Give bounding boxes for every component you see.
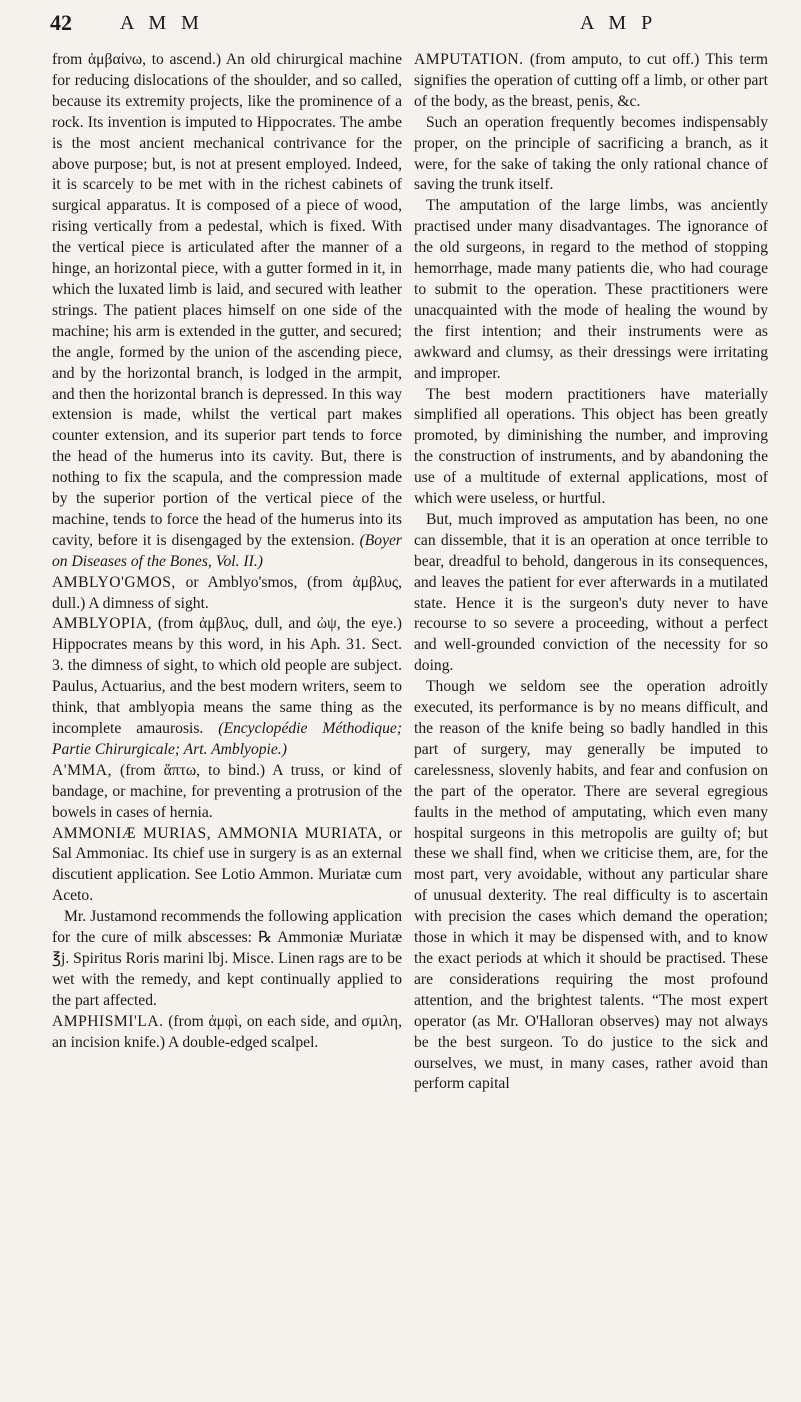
entry-amblyogmos: AMBLYO'GMOS, or Amblyo'smos, (from ἀμβλυς, dull.) A dimness of sight. — [52, 573, 402, 612]
citation: (Boyer on Diseases of the Bones, Vol. II.) — [52, 531, 402, 570]
entry-headword: AMMONIÆ MURIAS, AMMONIA MURIATA, — [52, 824, 383, 842]
right-column — [414, 50, 768, 1095]
paragraph-operation-faults: Though we seldom see the operation adroitly executed, its performance is by no means difficult, and the reason of the knife being so badly handled in this part of surgery, may generally be imputed to carelessness, slovenly habits, and fear and confusion on the part of the operator. There are several egregious faults in the method of amputating, which even many hospital surgeons in this metropolis are guilty of; but these we shall find, when we criticise them, are, for the most part, very avoidable, without any particular share of unusual dexterity. The real difficulty is to ascertain with precision the cases which demand the operation; those in which it may be dispensed with, and to know the exact periods at which it should be practised. These are considerations requiring the most profound attention, and the brightest talents. “The most expert operator (as Mr. O'Halloran observes) may not always be the best surgeon. To do justice to the sick and ourselves, we must, in many cases, rather avoid than perform capital — [414, 678, 768, 1093]
left-column — [52, 50, 402, 1054]
entry-headword: A'MMA, — [52, 761, 112, 779]
entry-amputation: AMPUTATION. (from amputo, to cut off.) This term signifies the operation of cutting off a limb, or other part of the body, as the breast, penis, &c. — [414, 51, 768, 110]
entry-amphismila: AMPHISMI'LA. (from ἀμφὶ, on each side, and σμιλη, an incision knife.) A double-edged scalpel. — [52, 1012, 402, 1051]
entry-headword: AMBLYOPIA, — [52, 615, 153, 633]
running-head-right: A M P — [580, 12, 658, 34]
paragraph-amputation-consequences: But, much improved as amputation has been, no one can dissemble, that it is an operation at once terrible to bear, dreadful to behold, dangerous in its consequences, and leaves the patient for ever afterwards in a mutilated state. Hence it is the surgeon's duty never to have recourse to so severe a proceeding, without a perfect and well-grounded conviction of the necessity for so doing. — [414, 510, 768, 675]
entry-amblyopia: AMBLYOPIA, (from ἀμβλυς, dull, and ὠψ, the eye.) Hippocrates means by this word, in his Aph. 31. Sect. 3. the dimness of sight, to which old people are subject. Paulus, Actuarius, and the best modern writers, seem to think, that amblyopia means the same thing as the incomplete amaurosis. (Encyclopédie Méthodique; Partie Chirurgicale; Art. Amblyopie.) — [52, 615, 403, 758]
page-number: 42 — [50, 10, 72, 35]
entry-headword: AMBLYO'GMOS, — [52, 573, 176, 591]
running-head-left: A M M — [120, 12, 204, 34]
entry-headword: AMPHISMI'LA. — [52, 1012, 164, 1030]
paragraph-modern-practice: The best modern practitioners have materially simplified all operations. This object has been greatly promoted, by diminishing the number, and improving the construction of instruments, and by abandoning the use of a multitude of external applications, most of which were useless, or hurtful. — [414, 385, 768, 508]
entry-headword: AMPUTATION. — [414, 51, 524, 68]
entry-ammoniae-murias: AMMONIÆ MURIAS, AMMONIA MURIATA, or Sal Ammoniac. Its chief use in surgery is as an external discutient application. See Lotio Ammon. Muriatæ cum Aceto. — [52, 824, 402, 905]
entry-amma: A'MMA, (from ἅπτω, to bind.) A truss, or kind of bandage, or machine, for preventing a protrusion of the bowels in cases of hernia. — [52, 761, 402, 821]
citation: (Encyclopédie Méthodique; Partie Chirurgicale; Art. Amblyopie.) — [52, 720, 403, 758]
paragraph-justamond: Mr. Justamond recommends the following application for the cure of milk abscesses: ℞ Ammoniæ Muriatæ ℥j. Spiritus Roris marini lbj. Misce. Linen rags are to be wet with the remedy, and kept continually applied to the part affected. — [52, 908, 402, 1009]
entry-ambe-continued: from ἀμβαίνω, to ascend.) An old chirurgical machine for reducing dislocations of the shoulder, and so called, because its extremity projects, like the prominence of a rock. Its invention is imputed to Hippocrates. The ambe is the most ancient mechanical contrivance for the above purpose; but, is not at present employed. Indeed, it is scarcely to be met with in the richest cabinets of surgical apparatus. It is composed of a piece of wood, rising vertically from a pedestal, which is fixed. With the vertical piece is articulated after the manner of a hinge, an horizontal piece, with a gutter formed in it, in which the luxated limb is laid, and secured with leather strings. The patient places himself on one side of the machine; his arm is extended in the gutter, and secured; the angle, formed by the union of the ascending piece, and by the horizontal branch, is lodged in the armpit, and then the horizontal branch is depressed. In this way extension is made, whilst the vertical part makes counter extension, and its superior part tends to force the head of the humerus into its cavity. But, there is nothing to fix the scapula, and the compression made by the superior portion of the vertical piece of the machine, tends to force the head of the humerus into its cavity, before it is disengaged by the extension. (Boyer on Diseases of the Bones, Vol. II.) — [52, 51, 402, 570]
paragraph-amputation-history: The amputation of the large limbs, was anciently practised under many disadvantages. The ignorance of the old surgeons, in regard to the method of stopping hemorrhage, made many patients die, who had courage to submit to the operation. These practitioners were unacquainted with the mode of healing the wound by the first intention; and their instruments were as awkward and clumsy, as their dressings were irritating and improper. — [414, 197, 768, 382]
page-header — [50, 10, 761, 40]
paragraph-amputation-necessity: Such an operation frequently becomes indispensably proper, on the principle of sacrificing a branch, as it were, for the sake of taking the only rational chance of saving the trunk itself. — [414, 113, 768, 194]
